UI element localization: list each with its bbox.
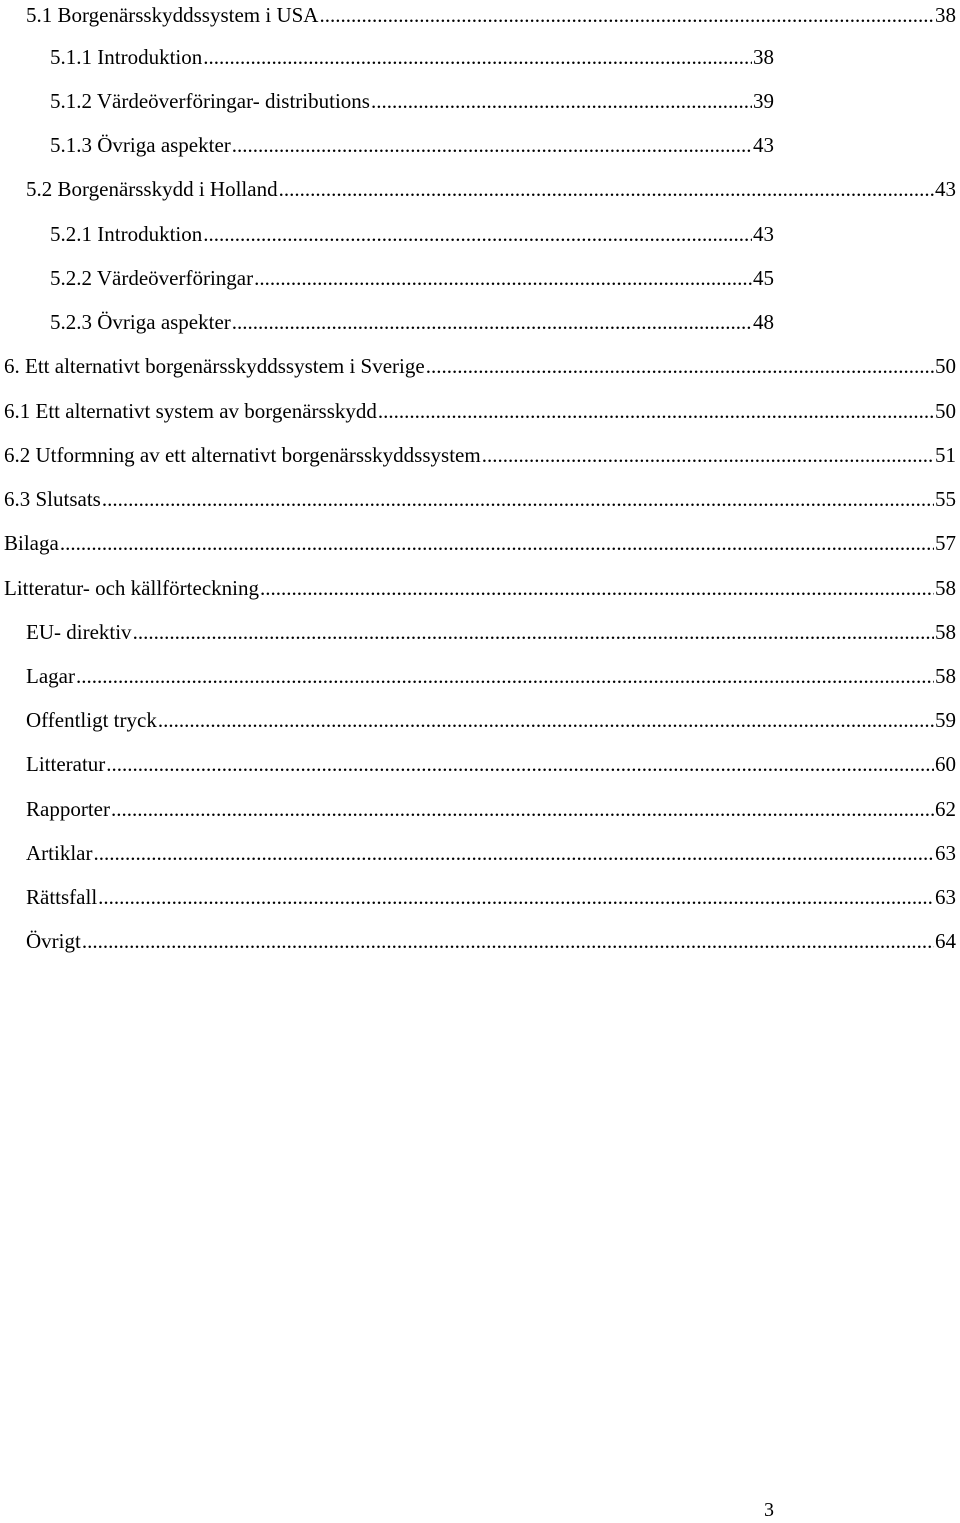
toc-entry-page: 57: [935, 531, 956, 555]
toc-entry-title: EU- direktiv: [26, 620, 132, 644]
toc-entry-title: 5.1.2 Värdeöverföringar- distributions: [50, 89, 370, 113]
toc-entry-page: 48: [753, 310, 774, 334]
toc-dot-leader: [260, 573, 934, 603]
toc-entry-page: 64: [935, 929, 956, 953]
toc-dot-leader: [232, 307, 752, 337]
toc-entry-title: Rapporter: [26, 797, 110, 821]
toc-entry-page: 58: [935, 664, 956, 688]
toc-entry-title: Lagar: [26, 664, 75, 688]
toc-entry: [4, 440, 956, 470]
toc-entry: [4, 573, 956, 603]
toc-dot-leader: [279, 174, 934, 204]
toc-dot-leader: [319, 0, 934, 30]
toc-dot-leader: [254, 263, 752, 293]
toc-entry-page: 39: [753, 89, 774, 113]
toc-dot-leader: [76, 661, 934, 691]
toc-entry: [50, 86, 774, 116]
toc-dot-leader: [111, 794, 934, 824]
toc-entry: [26, 926, 956, 956]
toc-entry-page: 43: [753, 222, 774, 246]
toc-entry-page: 59: [935, 708, 956, 732]
toc-dot-leader: [378, 396, 934, 426]
toc-dot-leader: [203, 219, 752, 249]
toc-entry-title: 5.2.3 Övriga aspekter: [50, 310, 231, 334]
toc-entry: [50, 307, 774, 337]
toc-dot-leader: [102, 484, 934, 514]
toc-entry-page: 38: [935, 3, 956, 27]
toc-entry-page: 38: [753, 45, 774, 69]
toc-entry: [50, 219, 774, 249]
toc-entry-page: 50: [935, 399, 956, 423]
toc-entry-page: 50: [935, 354, 956, 378]
toc-entry-title: 6. Ett alternativt borgenärsskyddssystem i Sverige: [4, 354, 425, 378]
toc-entry-page: 63: [935, 885, 956, 909]
toc-entry-page: 58: [935, 576, 956, 600]
toc-entry-title: Litteratur- och källförteckning: [4, 576, 259, 600]
toc-entry-title: 5.1 Borgenärsskyddssystem i USA: [26, 3, 319, 27]
toc-entry-page: 43: [935, 177, 956, 201]
toc-entry-page: 60: [935, 752, 956, 776]
toc-entry: [50, 263, 774, 293]
toc-dot-leader: [203, 42, 752, 72]
toc-entry-title: 6.3 Slutsats: [4, 487, 101, 511]
toc-entry-title: 5.2 Borgenärsskydd i Holland: [26, 177, 278, 201]
toc-dot-leader: [426, 351, 934, 381]
toc-entry-title: Offentligt tryck: [26, 708, 157, 732]
toc-entry-title: Övrigt: [26, 929, 81, 953]
toc-entry: [50, 42, 774, 72]
toc-entry: [4, 351, 956, 381]
toc-dot-leader: [82, 926, 934, 956]
toc-entry: [4, 484, 956, 514]
toc-entry-page: 58: [935, 620, 956, 644]
toc-dot-leader: [133, 617, 934, 647]
toc-dot-leader: [158, 705, 934, 735]
toc-entry-title: 5.1.1 Introduktion: [50, 45, 203, 69]
toc-entry-title: 6.2 Utformning av ett alternativt borgenärsskyddssystem: [4, 443, 481, 467]
toc-entry-page: 45: [753, 266, 774, 290]
toc-entry: [26, 0, 956, 30]
toc-entry: [26, 617, 956, 647]
toc-entry: [26, 749, 956, 779]
toc-entry: [26, 174, 956, 204]
toc-entry-title: 5.2.1 Introduktion: [50, 222, 203, 246]
toc-dot-leader: [98, 882, 934, 912]
toc-entry-page: 43: [753, 133, 774, 157]
toc-entry-title: Litteratur: [26, 752, 106, 776]
page-number: 3: [764, 1499, 774, 1521]
toc-entry: [50, 130, 774, 160]
toc-entry: [26, 882, 956, 912]
toc-entry: [26, 794, 956, 824]
toc-dot-leader: [482, 440, 934, 470]
toc-entry-title: 5.1.3 Övriga aspekter: [50, 133, 231, 157]
toc-dot-leader: [232, 130, 752, 160]
toc-entry-page: 55: [935, 487, 956, 511]
toc-entry: [4, 528, 956, 558]
toc-dot-leader: [371, 86, 752, 116]
toc-entry-page: 63: [935, 841, 956, 865]
toc-entry-title: Bilaga: [4, 531, 59, 555]
toc-entry-title: Rättsfall: [26, 885, 98, 909]
toc-entry: [4, 396, 956, 426]
toc-entry-page: 51: [935, 443, 956, 467]
toc-dot-leader: [93, 838, 934, 868]
toc-entry: [26, 661, 956, 691]
toc-dot-leader: [106, 749, 934, 779]
toc-entry-title: Artiklar: [26, 841, 93, 865]
toc-entry-title: 5.2.2 Värdeöverföringar: [50, 266, 254, 290]
toc-entry-title: 6.1 Ett alternativt system av borgenärsskydd: [4, 399, 377, 423]
toc-entry: [26, 838, 956, 868]
toc-entry-page: 62: [935, 797, 956, 821]
toc-entry: [26, 705, 956, 735]
toc-dot-leader: [60, 528, 934, 558]
